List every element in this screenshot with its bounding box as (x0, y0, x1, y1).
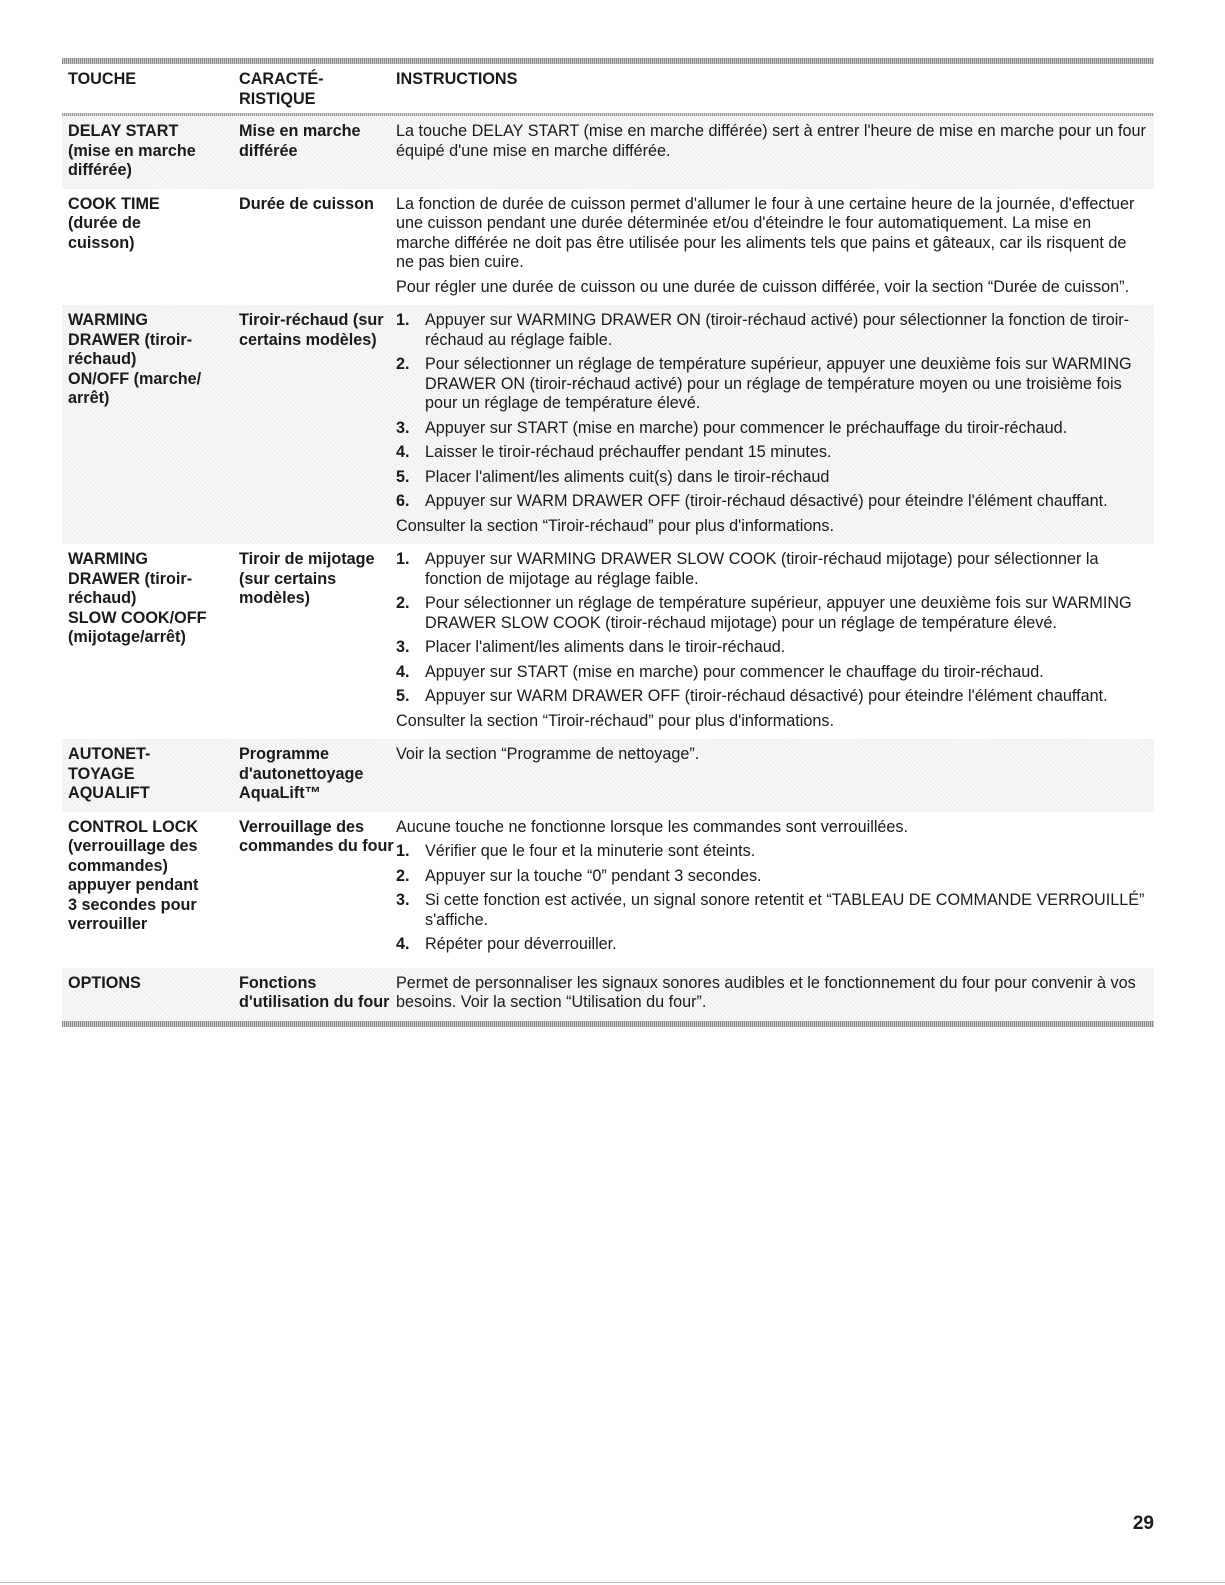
key-line: DRAWER (tiroir- (68, 569, 193, 588)
step-text: Pour sélectionner un réglage de température supérieur, appuyer une deuxième fois sur WARMING DRAWER SLOW COOK (tiroir-réchaud mijotage) pour un réglage de température élevé. (425, 594, 1132, 632)
key-line: DRAWER (tiroir- (68, 330, 193, 349)
row-key (62, 122, 239, 181)
key-line: COOK TIME (68, 194, 160, 213)
list-item (396, 355, 1146, 414)
instruction-intro: Aucune touche ne fonctionne lorsque les commandes sont verrouillées. (396, 817, 909, 836)
row-instructions (396, 122, 1154, 181)
row-feature: Verrouillage des commandes du four (239, 817, 394, 855)
step-list (396, 311, 1146, 512)
key-line: différée) (68, 161, 132, 179)
key-line: AUTONET- (68, 745, 151, 763)
key-line: TOYAGE (68, 764, 135, 783)
instruction-paragraph: La fonction de durée de cuisson permet d'allumer le four à une certaine heure de la journée, d'effectuer une cuisson pendant une durée déterminée et/ou d'éteindre le four automatiquement. La mise en marche différée ne doit pas être utilisée pour les aliments tels que pains et gâteaux, car ils risquent de ne pas bien cuire. (396, 194, 1135, 271)
step-number: 5. (396, 467, 410, 486)
table-row-options (62, 968, 1154, 1021)
step-number: 5. (396, 687, 410, 705)
step-text: Appuyer sur WARMING DRAWER ON (tiroir-réchaud activé) pour sélectionner la fonction de tiroir-réchaud au réglage faible. (425, 311, 1130, 349)
section-reference: Consulter la section “Tiroir-réchaud” pour plus d'informations. (396, 516, 834, 535)
step-text: Placer l'aliment/les aliments dans le tiroir-réchaud. (425, 638, 786, 656)
row-instructions (396, 745, 1154, 804)
list-item (396, 594, 1146, 633)
header-caracteristique-line2: RISTIQUE (239, 89, 316, 108)
row-instructions (396, 195, 1154, 298)
list-item (396, 663, 1146, 683)
step-list (396, 842, 1146, 955)
step-text: Appuyer sur START (mise en marche) pour commencer le chauffage du tiroir-réchaud. (425, 662, 1044, 681)
page-bottom-rule (0, 1582, 1225, 1583)
header-touche: TOUCHE (68, 70, 137, 88)
key-line: OPTIONS (68, 973, 141, 992)
key-line: AQUALIFT (68, 784, 150, 802)
row-instructions (396, 974, 1154, 1013)
row-feature: Programme d'autonettoyage AquaLift™ (239, 745, 364, 802)
step-number: 4. (396, 662, 410, 681)
step-text: Vérifier que le four et la minuterie sont éteints. (425, 842, 756, 860)
step-text: Pour sélectionner un réglage de température supérieur, appuyer une deuxième fois sur WARMING DRAWER ON (tiroir-réchaud activé) pour un réglage de température moyen ou une troisième fois pour un réglage de température élevé. (425, 355, 1132, 412)
row-feature: Durée de cuisson (239, 194, 374, 213)
key-line: (mijotage/arrêt) (68, 628, 186, 646)
table-row-cook-time (62, 189, 1154, 306)
table-row-autonettoyage (62, 739, 1154, 812)
key-line: verrouiller (68, 915, 148, 933)
row-key (62, 974, 239, 1013)
step-text: Appuyer sur la touche “0” pendant 3 secondes. (425, 866, 762, 885)
key-line: (mise en marche (68, 141, 196, 160)
key-line: appuyer pendant (68, 876, 199, 894)
row-feature: Fonctions d'utilisation du four (239, 973, 390, 1011)
step-number: 6. (396, 492, 410, 510)
list-item (396, 443, 1146, 463)
row-feature: Tiroir-réchaud (sur certains modèles) (239, 311, 384, 349)
list-item (396, 550, 1146, 589)
table-header (62, 64, 1154, 113)
header-caracteristique-line1: CARACTÉ- (239, 70, 324, 88)
table-row-delay-start (62, 116, 1154, 189)
list-item (396, 468, 1146, 488)
instruction-paragraph: Permet de personnaliser les signaux sonores audibles et le fonctionnement du four pour convenir à vos besoins. Voir la section “Utilisation du four”. (396, 973, 1136, 1011)
header-caracteristique (239, 70, 396, 109)
bottom-table-rule (62, 1021, 1154, 1027)
row-feature: Tiroir de mijotage (sur certains modèles) (239, 550, 375, 607)
step-list (396, 550, 1146, 707)
key-line: SLOW COOK/OFF (68, 608, 207, 627)
table-row-warming-drawer-onoff (62, 305, 1154, 544)
step-text: Appuyer sur WARM DRAWER OFF (tiroir-réchaud désactivé) pour éteindre l'élément chauffant. (425, 492, 1108, 510)
step-number: 2. (396, 594, 410, 612)
list-item (396, 842, 1146, 862)
list-item (396, 867, 1146, 887)
step-text: Répéter pour déverrouiller. (425, 935, 617, 953)
row-key (62, 550, 239, 731)
list-item (396, 687, 1146, 707)
key-line: WARMING (68, 550, 149, 568)
key-line: commandes) (68, 856, 168, 875)
key-line: cuisson) (68, 233, 135, 252)
key-line: WARMING (68, 311, 149, 329)
table-row-warming-drawer-slow-cook (62, 544, 1154, 739)
step-number: 3. (396, 891, 410, 909)
key-line: 3 secondes pour (68, 895, 197, 914)
instruction-paragraph: Pour régler une durée de cuisson ou une durée de cuisson différée, voir la section “Durée de cuisson”. (396, 277, 1130, 296)
step-number: 2. (396, 866, 410, 885)
step-text: Placer l'aliment/les aliments cuit(s) dans le tiroir-réchaud (425, 467, 830, 486)
list-item (396, 492, 1146, 512)
list-item (396, 891, 1146, 930)
step-text: Appuyer sur WARMING DRAWER SLOW COOK (tiroir-réchaud mijotage) pour sélectionner la fonction de mijotage au réglage faible. (425, 550, 1099, 588)
row-key (62, 818, 239, 960)
list-item (396, 935, 1146, 955)
key-line: DELAY START (68, 122, 179, 140)
key-line: ON/OFF (marche/ (68, 369, 202, 388)
step-number: 4. (396, 443, 410, 461)
step-number: 1. (396, 842, 410, 860)
instruction-paragraph: Voir la section “Programme de nettoyage”. (396, 745, 700, 763)
row-key (62, 745, 239, 804)
step-text: Si cette fonction est activée, un signal sonore retentit et “TABLEAU DE COMMANDE VERROUILLÉ” s'affiche. (425, 891, 1145, 929)
step-text: Laisser le tiroir-réchaud préchauffer pendant 15 minutes. (425, 443, 832, 461)
row-key (62, 311, 239, 536)
section-reference: Consulter la section “Tiroir-réchaud” pour plus d'informations. (396, 711, 834, 730)
header-instructions: INSTRUCTIONS (396, 70, 518, 88)
step-number: 1. (396, 550, 410, 568)
step-text: Appuyer sur WARM DRAWER OFF (tiroir-réchaud désactivé) pour éteindre l'élément chauffant. (425, 687, 1108, 705)
list-item (396, 311, 1146, 350)
key-line: (durée de (68, 214, 141, 232)
step-text: Appuyer sur START (mise en marche) pour commencer le préchauffage du tiroir-réchaud. (425, 418, 1068, 437)
table-row-control-lock (62, 812, 1154, 968)
key-line: arrêt) (68, 389, 110, 407)
list-item (396, 638, 1146, 658)
step-number: 4. (396, 935, 410, 953)
instruction-paragraph: La touche DELAY START (mise en marche différée) sert à entrer l'heure de mise en marche pour un four équipé d'une mise en marche différée. (396, 122, 1146, 160)
step-number: 1. (396, 311, 410, 329)
row-instructions (396, 311, 1154, 536)
step-number: 3. (396, 418, 410, 437)
row-instructions (396, 550, 1154, 731)
step-number: 3. (396, 638, 410, 656)
key-line: réchaud) (68, 589, 137, 607)
instructions-table (62, 58, 1154, 1027)
key-line: réchaud) (68, 350, 137, 368)
key-line: CONTROL LOCK (68, 817, 199, 836)
step-number: 2. (396, 355, 410, 373)
key-line: (verrouillage des (68, 837, 198, 855)
row-instructions (396, 818, 1154, 960)
row-feature: Mise en marche différée (239, 122, 361, 160)
page-number: 29 (1132, 1513, 1154, 1534)
row-key (62, 195, 239, 298)
list-item (396, 419, 1146, 439)
